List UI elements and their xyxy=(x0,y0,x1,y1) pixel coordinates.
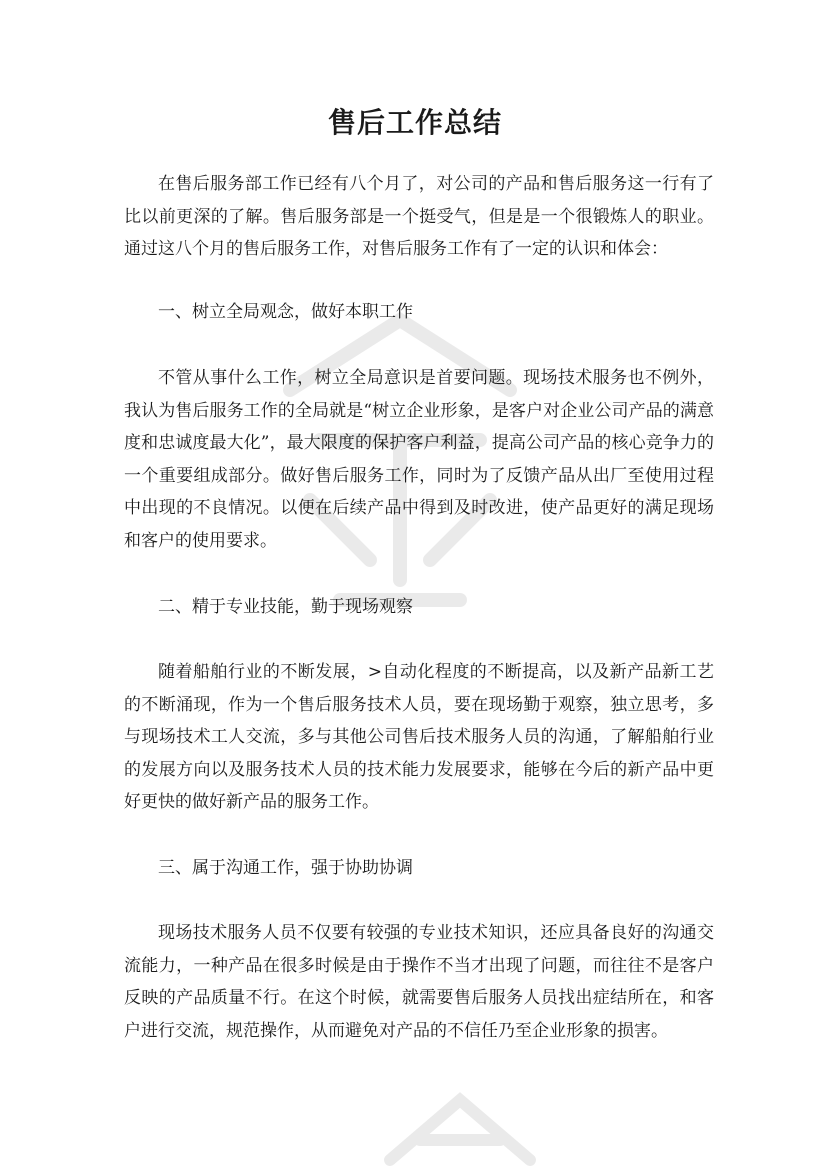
section-heading-3: 三、属于沟通工作，强于协助协调 xyxy=(158,858,413,878)
section-body-1: 不管从事什么工作，树立全局意识是首要问题。现场技术服务也不例外，我认为售后服务工作的全局就是“树立企业形象，是客户对企业公司产品的满意度和忠诚度最大化”，最大限度的保护客户利益，提高公司产品的核心竞争力的一个重要组成部分。做好售后服务工作，同时为了反馈产品从出厂至使用过程中出现的不良情况。以便在后续产品中得到及时改进，使产品更好的满足现场和客户的使用要求。 xyxy=(124,368,714,551)
intro-paragraph: 在售后服务部工作已经有八个月了，对公司的产品和售后服务这一行有了比以前更深的了解。售后服务部是一个挺受气，但是是一个很锻炼人的职业。通过这八个月的售后服务工作，对售后服务工作有了一定的认识和体会： xyxy=(124,174,714,259)
watermark-logo-bottom xyxy=(360,1080,560,1174)
document-title: 售后工作总结 xyxy=(327,106,502,139)
section-heading-2: 二、精于专业技能，勤于现场观察 xyxy=(158,597,413,617)
section-body-2: 随着船舶行业的不断发展，>自动化程度的不断提高，以及新产品新工艺的不断涌现，作为一个售后服务技术人员，要在现场勤于观察，独立思考，多与现场技术工人交流，多与其他公司售后技术服务人员的沟通，了解船舶行业的发展方向以及服务技术人员的技术能力发展要求，能够在今后的新产品中更好更快的做好新产品的服务工作。 xyxy=(124,662,714,812)
section-heading-1: 一、树立全局观念，做好本职工作 xyxy=(158,302,413,322)
section-body-3: 现场技术服务人员不仅要有较强的专业技术知识，还应具备良好的沟通交流能力，一种产品在很多时候是由于操作不当才出现了问题，而往往不是客户反映的产品质量不行。在这个时候，就需要售后服务人员找出症结所在，和客户进行交流，规范操作，从而避免对产品的不信任乃至企业形象的损害。 xyxy=(124,923,714,1041)
